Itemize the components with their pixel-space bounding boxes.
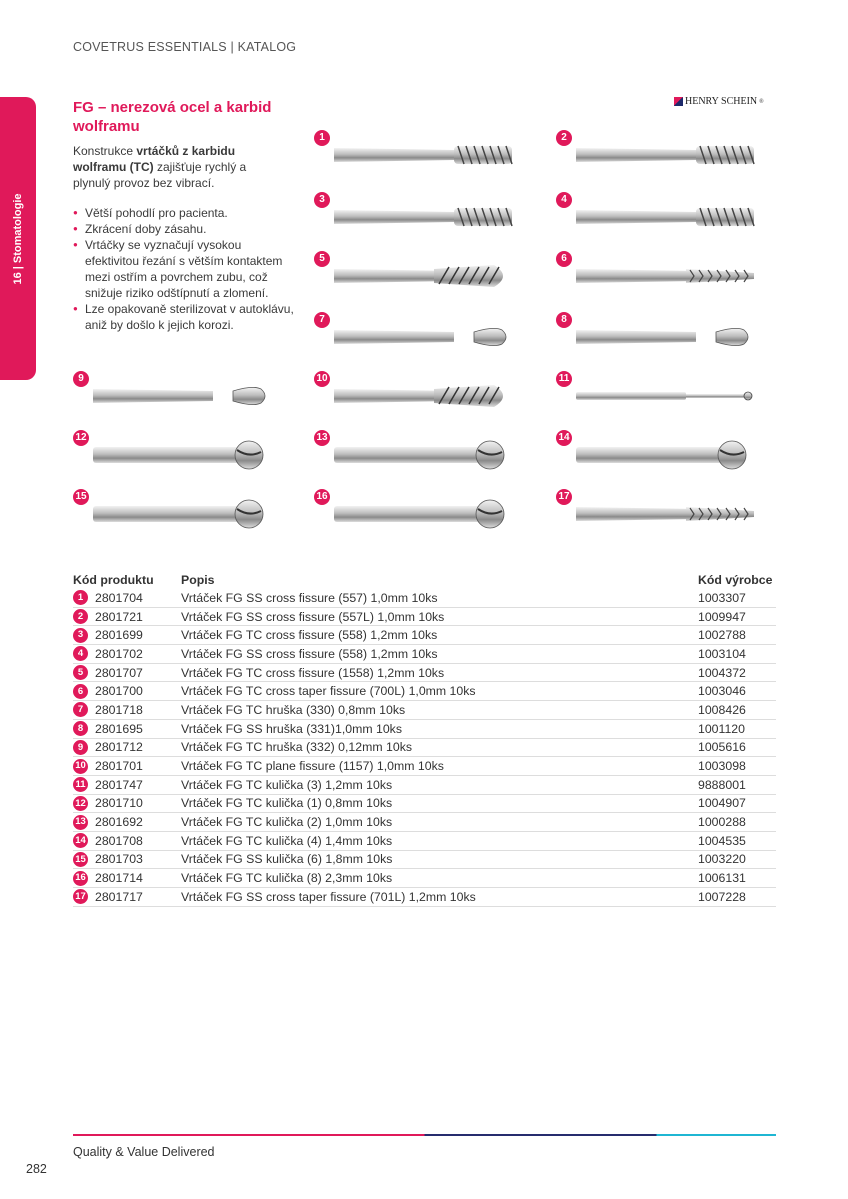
bur-drawing — [93, 497, 275, 531]
table-row — [73, 682, 776, 701]
row-number-badge: 6 — [73, 684, 88, 699]
product-image — [314, 192, 514, 242]
cell-code — [73, 607, 181, 626]
table-row — [73, 738, 776, 757]
feature-item: ● Lze opakovaně sterilizovat v autoklávu, aniž by došlo k jejich korozi. — [73, 301, 298, 333]
product-number-badge: 7 — [314, 312, 330, 328]
product-image — [556, 430, 756, 480]
product-code: 2801717 — [95, 889, 143, 904]
cell-code — [73, 738, 181, 757]
cell-mfr: 1004535 — [698, 831, 776, 850]
header-code: Kód produktu — [73, 572, 154, 587]
product-image — [314, 251, 514, 301]
table-row — [73, 850, 776, 869]
table-row — [73, 719, 776, 738]
cell-mfr: 1003307 — [698, 589, 776, 607]
table-row — [73, 831, 776, 850]
product-number-badge: 1 — [314, 130, 330, 146]
bur-drawing — [576, 138, 758, 172]
intro-pre: Konstrukce — [73, 144, 137, 158]
product-image — [314, 312, 514, 362]
row-number-badge: 12 — [73, 796, 88, 811]
row-number-badge: 8 — [73, 721, 88, 736]
row-number-badge: 11 — [73, 777, 88, 792]
cell-code — [73, 850, 181, 869]
cell-desc: Vrtáček FG TC cross taper fissure (700L) 1,0mm 10ks — [181, 682, 698, 701]
product-image — [314, 130, 514, 180]
cell-code — [73, 757, 181, 776]
cell-desc: Vrtáček FG TC kulička (2) 1,0mm 10ks — [181, 813, 698, 832]
feature-list — [73, 205, 298, 333]
product-code: 2801714 — [95, 871, 143, 886]
cell-desc: Vrtáček FG SS cross fissure (558) 1,2mm 10ks — [181, 645, 698, 664]
page-title: FG – nerezová ocel a karbid wolframu — [73, 99, 272, 135]
table-row — [73, 813, 776, 832]
product-number-badge: 6 — [556, 251, 572, 267]
bur-drawing — [576, 259, 758, 293]
table-row — [73, 645, 776, 664]
cell-mfr: 1004907 — [698, 794, 776, 813]
cell-code — [73, 831, 181, 850]
bur-drawing — [576, 320, 758, 354]
row-number-badge: 5 — [73, 665, 88, 680]
bur-drawing — [93, 379, 275, 413]
table-row — [73, 663, 776, 682]
product-image — [73, 430, 273, 480]
product-image — [556, 192, 756, 242]
row-number-badge: 2 — [73, 609, 88, 624]
cell-mfr: 1009947 — [698, 607, 776, 626]
footer-divider — [73, 1134, 776, 1136]
cell-desc: Vrtáček FG TC plane fissure (1157) 1,0mm 10ks — [181, 757, 698, 776]
product-image — [73, 489, 273, 539]
cell-code — [73, 888, 181, 907]
product-number-badge: 14 — [556, 430, 572, 446]
row-number-badge: 10 — [73, 759, 88, 774]
cell-mfr: 1003046 — [698, 682, 776, 701]
product-code: 2801704 — [95, 590, 143, 605]
feature-item: ● Větší pohodlí pro pacienta. — [73, 205, 298, 221]
cell-code — [73, 645, 181, 664]
intro-post: zajišťuje rychlý a plynulý provoz bez vibrací. — [73, 160, 247, 190]
row-number-badge: 7 — [73, 702, 88, 717]
table-row — [73, 626, 776, 645]
product-number-badge: 16 — [314, 489, 330, 505]
cell-code — [73, 813, 181, 832]
cell-desc: Vrtáček FG TC cross fissure (558) 1,2mm 10ks — [181, 626, 698, 645]
product-code: 2801701 — [95, 759, 143, 774]
bur-drawing — [576, 200, 758, 234]
product-image — [556, 130, 756, 180]
product-image — [73, 371, 273, 421]
cell-mfr: 1003104 — [698, 645, 776, 664]
row-number-badge: 17 — [73, 889, 88, 904]
product-code: 2801699 — [95, 628, 143, 643]
page-number: 282 — [26, 1162, 47, 1176]
product-code: 2801695 — [95, 721, 143, 736]
cell-mfr: 1008426 — [698, 701, 776, 720]
row-number-badge: 15 — [73, 852, 88, 867]
product-image — [556, 312, 756, 362]
cell-desc: Vrtáček FG TC kulička (8) 2,3mm 10ks — [181, 869, 698, 888]
catalog-header: COVETRUS ESSENTIALS | KATALOG — [73, 40, 297, 54]
bur-drawing — [334, 200, 516, 234]
bur-drawing — [334, 438, 516, 472]
product-number-badge: 8 — [556, 312, 572, 328]
cell-mfr: 9888001 — [698, 775, 776, 794]
cell-mfr: 1007228 — [698, 888, 776, 907]
bur-drawing — [334, 138, 516, 172]
product-code: 2801700 — [95, 684, 143, 699]
bur-drawing — [93, 438, 275, 472]
cell-desc: Vrtáček FG TC hruška (332) 0,12mm 10ks — [181, 738, 698, 757]
bur-drawing — [334, 379, 516, 413]
cell-desc: Vrtáček FG TC kulička (1) 0,8mm 10ks — [181, 794, 698, 813]
brand-flag-icon — [674, 97, 683, 106]
side-tab-label: 16 | Stomatologie — [12, 192, 24, 285]
bur-drawing — [576, 379, 758, 413]
product-code: 2801710 — [95, 796, 143, 811]
footer-slogan: Quality & Value Delivered — [73, 1145, 215, 1159]
cell-mfr: 1006131 — [698, 869, 776, 888]
feature-item: ● Vrtáčky se vyznačují vysokou efektivitou řezání s větším kontaktem mezi ostřím a povrchem zubu, což snižuje riziko odštípnutí a zlomení. — [73, 237, 298, 301]
bur-drawing — [334, 259, 516, 293]
cell-code — [73, 794, 181, 813]
product-number-badge: 9 — [73, 371, 89, 387]
header-desc: Popis — [181, 572, 215, 587]
product-code: 2801712 — [95, 740, 143, 755]
product-code: 2801707 — [95, 665, 143, 680]
cell-desc: Vrtáček FG TC kulička (4) 1,4mm 10ks — [181, 831, 698, 850]
cell-code — [73, 869, 181, 888]
bur-drawing — [334, 320, 516, 354]
cell-mfr: 1000288 — [698, 813, 776, 832]
bur-drawing — [334, 497, 516, 531]
cell-desc: Vrtáček FG SS kulička (6) 1,8mm 10ks — [181, 850, 698, 869]
product-number-badge: 15 — [73, 489, 89, 505]
product-code: 2801702 — [95, 646, 143, 661]
cell-mfr: 1003220 — [698, 850, 776, 869]
product-image — [556, 251, 756, 301]
table-row — [73, 701, 776, 720]
product-number-badge: 3 — [314, 192, 330, 208]
row-number-badge: 1 — [73, 590, 88, 605]
table-row — [73, 607, 776, 626]
cell-code — [73, 589, 181, 607]
product-code: 2801708 — [95, 833, 143, 848]
cell-mfr: 1005616 — [698, 738, 776, 757]
cell-mfr: 1003098 — [698, 757, 776, 776]
cell-code — [73, 663, 181, 682]
product-number-badge: 12 — [73, 430, 89, 446]
cell-desc: Vrtáček FG TC cross fissure (1558) 1,2mm 10ks — [181, 663, 698, 682]
cell-code — [73, 775, 181, 794]
table-row — [73, 589, 776, 607]
row-number-badge: 13 — [73, 815, 88, 830]
cell-desc: Vrtáček FG SS cross taper fissure (701L) 1,2mm 10ks — [181, 888, 698, 907]
cell-desc: Vrtáček FG TC hruška (330) 0,8mm 10ks — [181, 701, 698, 720]
cell-code — [73, 719, 181, 738]
product-image — [556, 489, 756, 539]
header-mfr: Kód výrobce — [698, 572, 773, 587]
product-code: 2801718 — [95, 702, 143, 717]
section-side-tab[interactable] — [0, 97, 36, 380]
table-row — [73, 888, 776, 907]
cell-desc: Vrtáček FG SS hruška (331)1,0mm 10ks — [181, 719, 698, 738]
table-row — [73, 775, 776, 794]
product-number-badge: 11 — [556, 371, 572, 387]
product-code: 2801692 — [95, 815, 143, 830]
cell-desc: Vrtáček FG TC kulička (3) 1,2mm 10ks — [181, 775, 698, 794]
table-row — [73, 757, 776, 776]
brand-name: HENRY SCHEIN — [685, 96, 758, 107]
row-number-badge: 14 — [73, 833, 88, 848]
product-image — [314, 430, 514, 480]
row-number-badge: 3 — [73, 628, 88, 643]
row-number-badge: 4 — [73, 646, 88, 661]
bur-drawing — [576, 497, 758, 531]
product-number-badge: 10 — [314, 371, 330, 387]
product-table — [73, 571, 776, 907]
cell-code — [73, 701, 181, 720]
henry-schein-logo — [674, 96, 764, 107]
product-number-badge: 17 — [556, 489, 572, 505]
row-number-badge: 16 — [73, 871, 88, 886]
cell-desc: Vrtáček FG SS cross fissure (557) 1,0mm 10ks — [181, 589, 698, 607]
product-number-badge: 4 — [556, 192, 572, 208]
product-image — [314, 371, 514, 421]
table-header-row — [73, 571, 776, 589]
product-number-badge: 5 — [314, 251, 330, 267]
row-number-badge: 9 — [73, 740, 88, 755]
product-code: 2801721 — [95, 609, 143, 624]
cell-mfr: 1002788 — [698, 626, 776, 645]
product-code: 2801703 — [95, 852, 143, 867]
cell-mfr: 1001120 — [698, 719, 776, 738]
intro-text — [73, 143, 278, 191]
feature-item: ● Zkrácení doby zásahu. — [73, 221, 298, 237]
product-image — [556, 371, 756, 421]
intro-bold: vrtáčků z karbidu wolframu (TC) — [73, 144, 236, 174]
brand-mark: ® — [759, 98, 764, 105]
table-row — [73, 794, 776, 813]
bur-drawing — [576, 438, 758, 472]
cell-desc: Vrtáček FG SS cross fissure (557L) 1,0mm 10ks — [181, 607, 698, 626]
cell-code — [73, 626, 181, 645]
product-number-badge: 13 — [314, 430, 330, 446]
product-number-badge: 2 — [556, 130, 572, 146]
product-image — [314, 489, 514, 539]
cell-code — [73, 682, 181, 701]
table-row — [73, 869, 776, 888]
cell-mfr: 1004372 — [698, 663, 776, 682]
product-code: 2801747 — [95, 777, 143, 792]
